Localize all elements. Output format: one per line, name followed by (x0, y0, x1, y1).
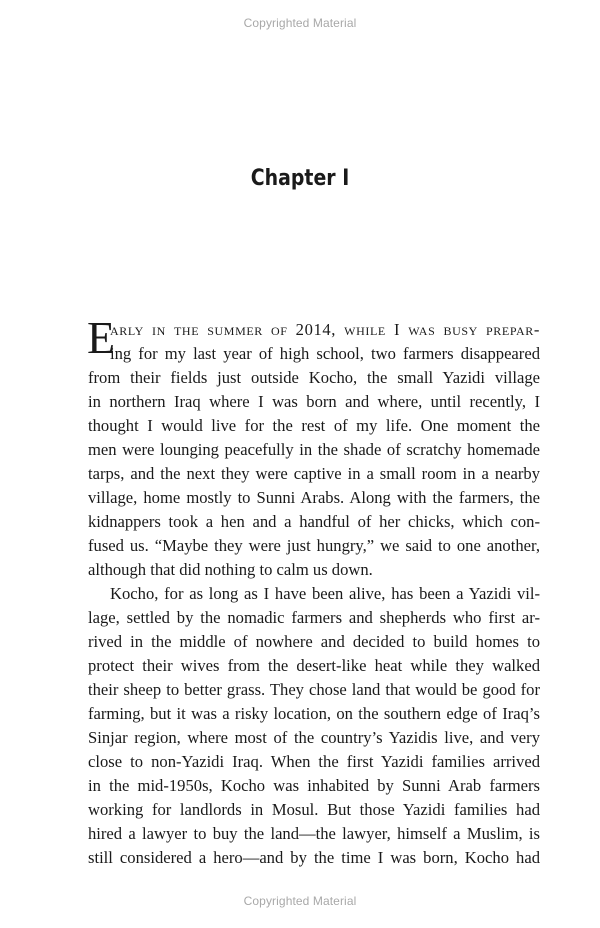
text-line: village, home mostly to Sunni Arabs. Along with the farmers, the (88, 488, 540, 507)
text-line: kidnappers took a hen and a handful of her chicks, which con- (88, 512, 540, 531)
text-line: lage, settled by the nomadic farmers and shepherds who first ar- (88, 608, 540, 627)
text-line: close to non-Yazidi Iraq. When the first Yazidi families arrived (88, 752, 540, 771)
text-line: fused us. “Maybe they were just hungry,” we said to one another, (88, 536, 540, 555)
text-line: Sinjar region, where most of the country’s Yazidis live, and very (88, 728, 540, 747)
text-line: men were lounging peacefully in the shade of scratchy homemade (88, 440, 540, 459)
text-line: farming, but it was a risky location, on the southern edge of Iraq’s (88, 704, 540, 723)
text-line: from their fields just outside Kocho, the small Yazidi village (88, 368, 540, 387)
text-line: although that did nothing to calm us down. (88, 560, 373, 579)
text-line: thought I would live for the rest of my life. One moment the (88, 416, 540, 435)
copyright-watermark-top: Copyrighted Material (243, 16, 357, 30)
text-line: still considered a hero—and by the time I was born, Kocho had (88, 848, 540, 867)
text-line: protect their wives from the desert-like heat while they walked (88, 656, 540, 675)
text-line: Kocho, for as long as I have been alive, has been a Yazidi vil- (110, 584, 540, 603)
copyright-watermark-bottom: Copyrighted Material (243, 894, 357, 908)
text-line: tarps, and the next they were captive in a small room in a nearby (88, 464, 540, 483)
text-line: arly in the summer of 2014, while I was busy prepar- (110, 320, 540, 339)
text-line: ing for my last year of high school, two farmers disappeared (110, 344, 540, 363)
text-line: working for landlords in Mosul. But those Yazidi families had (88, 800, 540, 819)
text-line: rived in the middle of nowhere and decided to build homes to (88, 632, 540, 651)
drop-cap: E (87, 312, 116, 363)
text-line: in northern Iraq where I was born and where, until recently, I (88, 392, 540, 411)
text-line: in the mid-1950s, Kocho was inhabited by Sunni Arab farmers (88, 776, 540, 795)
chapter-title: Chapter I (250, 166, 350, 191)
text-line: hired a lawyer to buy the land—the lawyer, himself a Muslim, is (88, 824, 540, 843)
text-line: their sheep to better grass. They chose land that would be good for (88, 680, 540, 699)
